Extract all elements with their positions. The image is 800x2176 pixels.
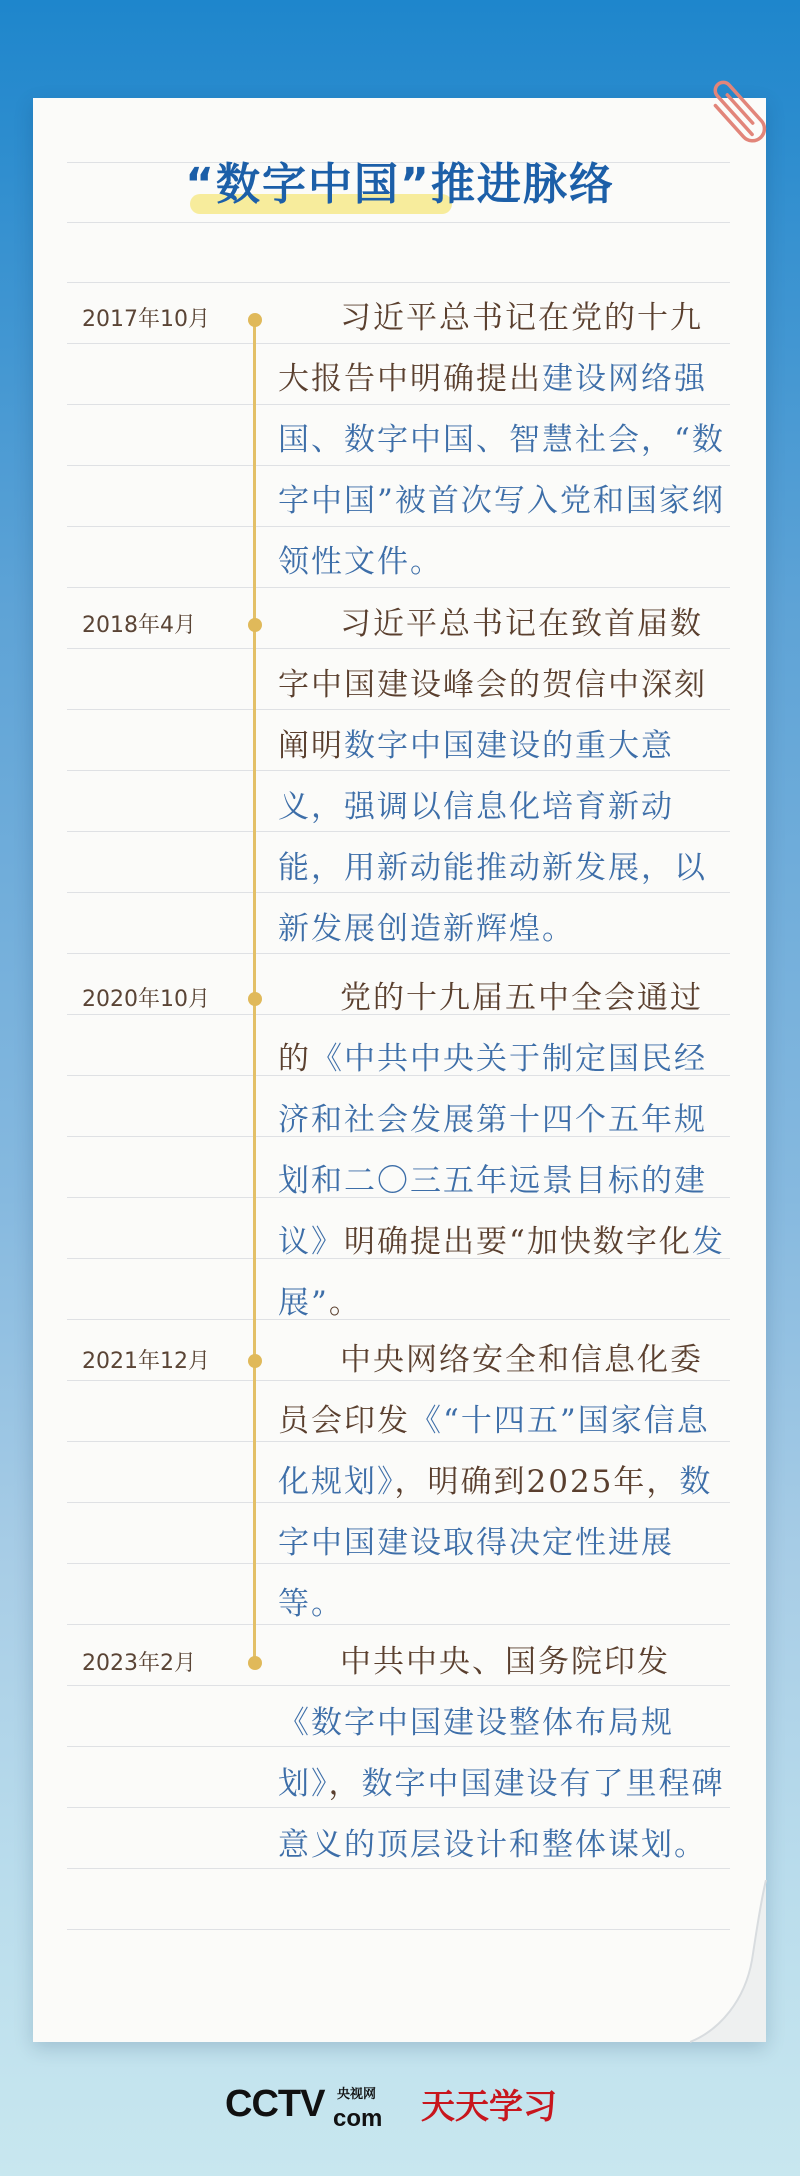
timeline-dot	[248, 1656, 262, 1670]
timeline-line	[253, 320, 256, 1662]
page-curl-graphic	[690, 1880, 770, 2050]
timeline-date: 2017年10月	[82, 307, 210, 332]
footer-logos	[225, 2076, 585, 2132]
timeline-text: 中共中央、国务院印发《数字中国建设整体布局规划》，数字中国建设有了里程碑意义的顶层设计和整体谋划。	[278, 1644, 725, 1863]
timeline-text: 习近平总书记在党的十九大报告中明确提出建设网络强国、数字中国、智慧社会，“数字中国”被首次写入党和国家纲领性文件。	[278, 300, 725, 580]
svg-text:央视网: 央视网	[337, 2087, 377, 2102]
timeline-dot	[248, 313, 262, 327]
svg-text:天天学习: 天天学习	[421, 2087, 557, 2127]
timeline-text: 党的十九届五中全会通过的《中共中央关于制定国民经济和社会发展第十四个五年规划和二〇三五年远景目标的建议》明确提出要“加快数字化发展”。	[278, 980, 725, 1321]
timeline-dot	[248, 1354, 262, 1368]
cctv-logo	[225, 2076, 585, 2132]
timeline-dot	[248, 992, 262, 1006]
timeline-date: 2021年12月	[82, 1349, 210, 1374]
timeline-dot	[248, 618, 262, 632]
timeline-text: 中央网络安全和信息化委员会印发《“十四五”国家信息化规划》，明确到2025年，数字中国建设取得决定性进展等。	[278, 1342, 713, 1622]
svg-text:CCTV: CCTV	[225, 2083, 325, 2125]
timeline-date: 2020年10月	[82, 987, 210, 1012]
timeline-text: 习近平总书记在致首届数字中国建设峰会的贺信中深刻阐明数字中国建设的重大意义，强调以信息化培育新动能，用新动能推动新发展，以新发展创造新辉煌。	[278, 606, 707, 947]
svg-text:com: com	[333, 2105, 383, 2132]
timeline-date: 2018年4月	[82, 613, 196, 638]
page-title: “数字中国”推进脉络	[185, 159, 615, 210]
timeline-date: 2023年2月	[82, 1651, 196, 1676]
